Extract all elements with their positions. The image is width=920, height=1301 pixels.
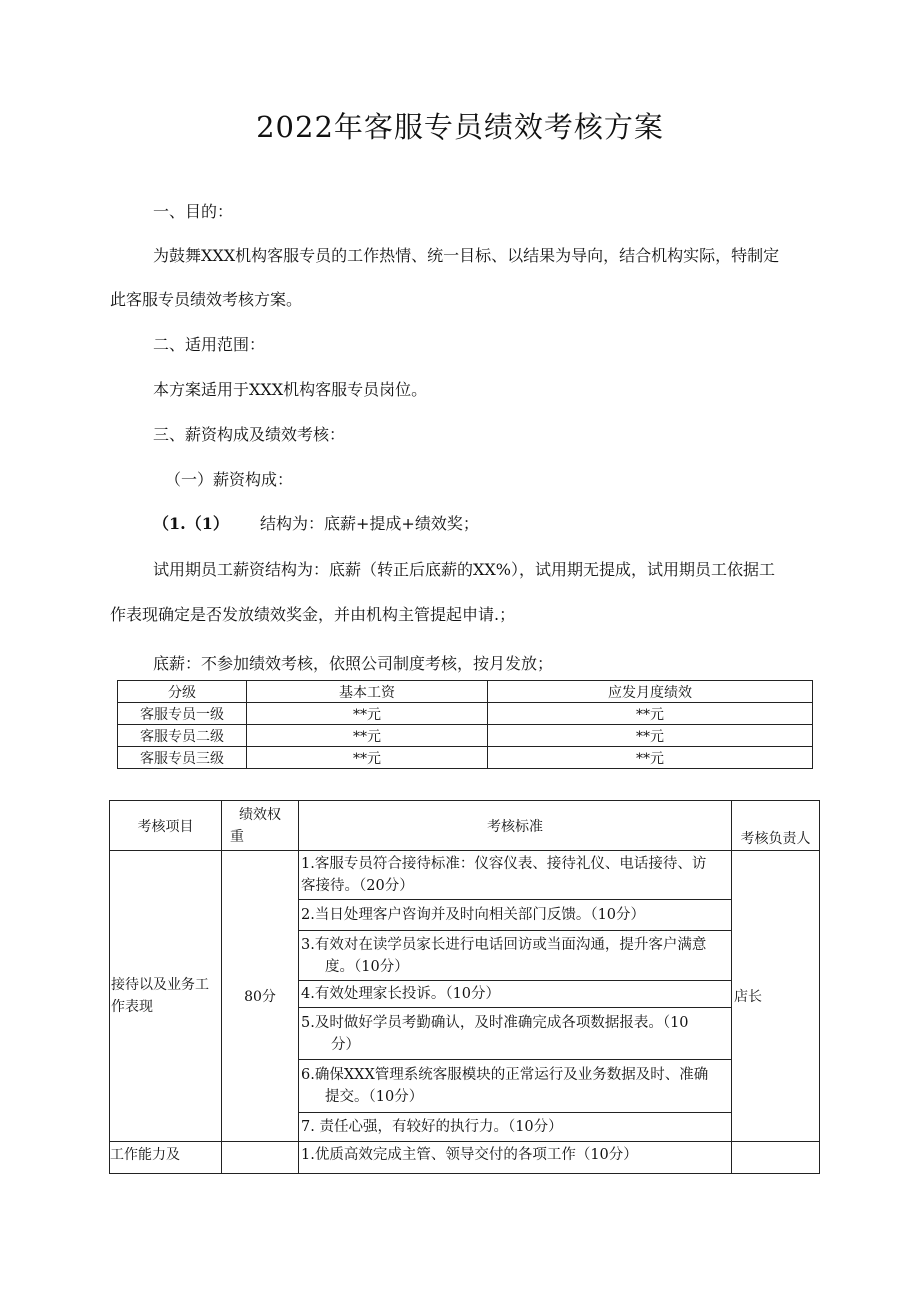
performance-cell: **元 <box>488 747 813 769</box>
criterion-cell <box>299 931 732 981</box>
eval-item-line-1: 接待以及业务工 <box>111 977 209 993</box>
weight-cell <box>222 1142 299 1174</box>
level-cell: 客服专员三级 <box>118 747 247 769</box>
criterion-cell <box>299 851 732 900</box>
performance-cell: **元 <box>488 725 813 747</box>
base-pay-cell: **元 <box>247 747 488 769</box>
criterion-line-1: 4.有效处理家长投诉。（10分） <box>301 986 501 1002</box>
table-row <box>118 725 813 747</box>
criterion-cell <box>299 900 732 931</box>
section-3-subheading: （一）薪资构成： <box>165 470 294 489</box>
trial-salary-line-2: 作表现确定是否发放绩效奖金，并由机构主管提起申请.； <box>110 605 516 624</box>
table-header-row <box>110 801 820 851</box>
table-row <box>118 747 813 769</box>
table-header-row <box>118 681 813 703</box>
section-1-body-line-1: 为鼓舞XXX机构客服专员的工作热情、统一目标、以结果为导向，结合机构实际，特制定 <box>153 246 780 265</box>
header-weight-line-1: 绩效权 <box>239 806 281 823</box>
weight-cell: 80分 <box>222 851 299 1142</box>
criterion-line-2: 提交。（10分） <box>325 1089 424 1105</box>
base-salary-note: 底薪：不参加绩效考核，依照公司制度考核，按月发放； <box>153 654 554 673</box>
section-2-heading: 二、适用范围： <box>153 335 266 354</box>
table-row <box>110 851 820 900</box>
owner-cell <box>732 1142 820 1174</box>
criterion-cell <box>299 1060 732 1113</box>
criterion-cell <box>299 1008 732 1060</box>
level-cell: 客服专员二级 <box>118 725 247 747</box>
eval-item-cell: 工作能力及 <box>110 1142 222 1174</box>
table-row <box>118 703 813 725</box>
section-2-body: 本方案适用于XXX机构客服专员岗位。 <box>153 380 428 399</box>
criterion-line-1: 6.确保XXX管理系统客服模块的正常运行及业务数据及时、准确 <box>301 1067 709 1083</box>
header-base-pay: 基本工资 <box>247 681 488 703</box>
header-weight <box>222 801 299 851</box>
criterion-cell: 1.优质高效完成主管、领导交付的各项工作（10分） <box>299 1142 732 1174</box>
header-eval-item: 考核项目 <box>110 801 222 851</box>
criterion-line-2: 度。（10分） <box>325 958 409 975</box>
header-standard: 考核标准 <box>299 801 732 851</box>
section-1-heading: 一、目的： <box>153 202 234 221</box>
header-owner: 考核负责人 <box>732 801 820 851</box>
owner-cell: 店长 <box>732 851 820 1142</box>
header-level: 分级 <box>118 681 247 703</box>
section-3-item-text: 结构为：底薪+提成+绩效奖； <box>260 514 479 533</box>
eval-item-cell <box>110 851 222 1142</box>
header-monthly-performance: 应发月度绩效 <box>488 681 813 703</box>
section-1-body-line-2: 此客服专员绩效考核方案。 <box>110 290 303 309</box>
base-pay-cell: **元 <box>247 703 488 725</box>
criterion-line-1: 5.及时做好学员考勤确认，及时准确完成各项数据报表。（10 <box>301 1014 689 1031</box>
performance-cell: **元 <box>488 703 813 725</box>
evaluation-table <box>109 800 820 1174</box>
criterion-line-1: 1.客服专员符合接待标准：仪容仪表、接待礼仪、电话接待、访 <box>301 856 707 872</box>
header-weight-line-2: 重 <box>230 828 244 845</box>
criterion-line-1: 2.当日处理客户咨询并及时向相关部门反馈。（10分） <box>301 907 646 923</box>
salary-table <box>117 680 813 769</box>
table-row <box>110 1142 820 1174</box>
level-cell: 客服专员一级 <box>118 703 247 725</box>
criterion-cell <box>299 981 732 1008</box>
criterion-line-2: 客接待。（20分） <box>301 878 414 894</box>
eval-item-line-2: 作表现 <box>111 999 153 1015</box>
criterion-cell <box>299 1113 732 1142</box>
section-3-item-number: （1.（1） <box>153 514 229 533</box>
criterion-line-2: 分） <box>331 1036 360 1053</box>
criterion-line-1: 7. 责任心强，有较好的执行力。（10分） <box>301 1119 563 1135</box>
trial-salary-line-1: 试用期员工薪资结构为：底薪（转正后底薪的XX%），试用期无提成，试用期员工依据工 <box>153 560 775 579</box>
criterion-line-1: 3.有效对在读学员家长进行电话回访或当面沟通，提升客户满意 <box>301 936 707 953</box>
section-3-heading: 三、薪资构成及绩效考核： <box>153 425 346 444</box>
base-pay-cell: **元 <box>247 725 488 747</box>
page-title: 2022年客服专员绩效考核方案 <box>256 110 664 144</box>
